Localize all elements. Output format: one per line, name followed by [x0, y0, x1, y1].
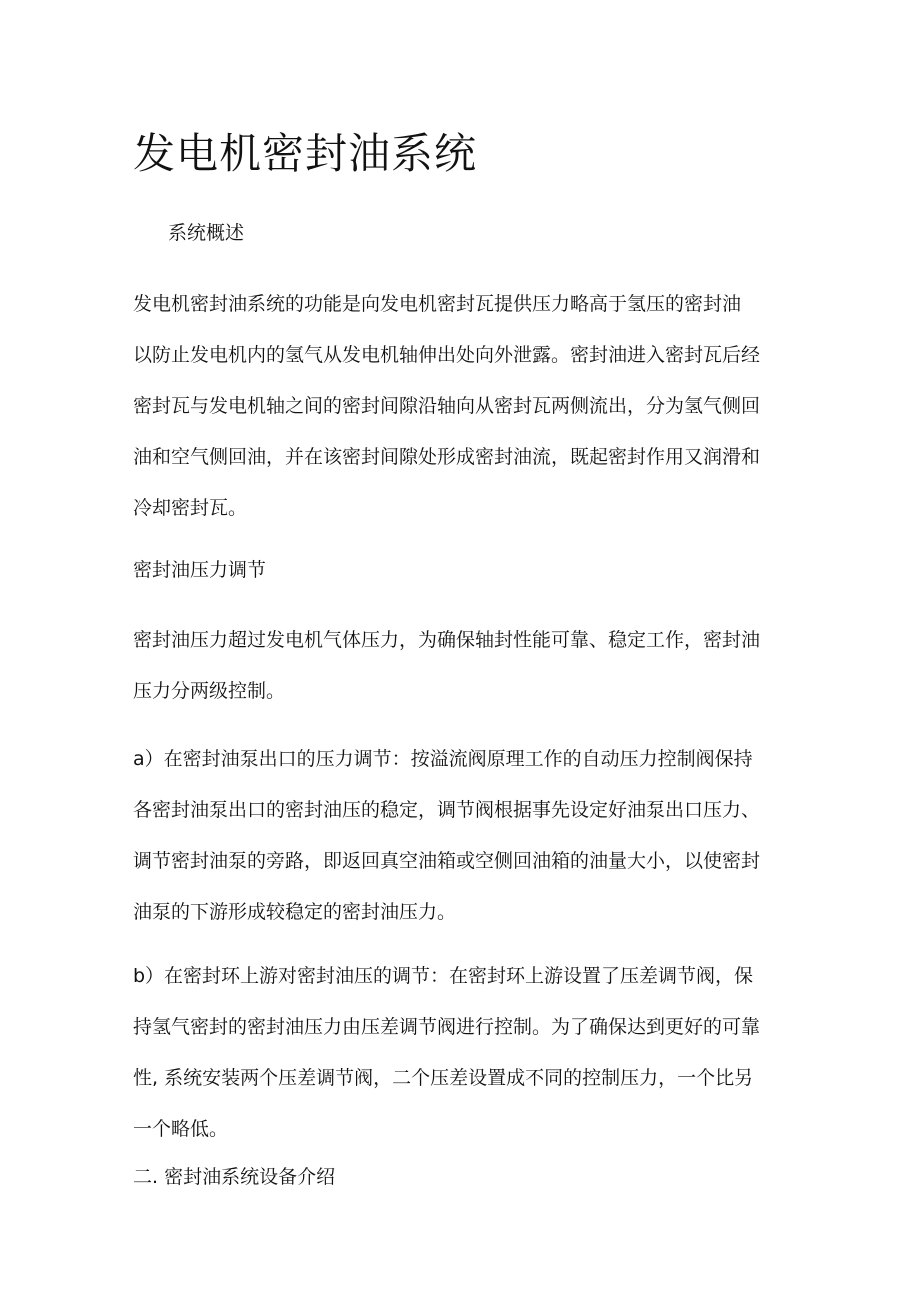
paragraph-line: 密封瓦与发电机轴之间的密封间隙沿轴向从密封瓦两侧流出，分为氢气侧回: [133, 395, 761, 417]
paragraph-line: 调节密封油泵的旁路，即返回真空油箱或空侧回油箱的油量大小，以使密封: [133, 850, 761, 872]
section-heading-equipment: 二. 密封油系统设备介绍: [133, 1166, 336, 1188]
paragraph-line: 一个略低。: [133, 1118, 229, 1140]
paragraph-line: a）在密封油泵出口的压力调节：按溢流阀原理工作的自动压力控制阀保持: [133, 748, 753, 770]
paragraph-line: 以防止发电机内的氢气从发电机轴伸出处向外泄露。密封油进入密封瓦后经: [133, 344, 761, 366]
section-heading-overview: 系统概述: [168, 222, 245, 244]
paragraph-line: 压力分两级控制。: [133, 680, 286, 702]
paragraph-line: 持氢气密封的密封油压力由压差调节阀进行控制。为了确保达到更好的可靠: [133, 1016, 761, 1038]
paragraph-item-b: [133, 951, 813, 1155]
paragraph-pressure-intro: [133, 615, 813, 717]
document-title: 发电机密封油系统: [133, 129, 478, 178]
paragraph-line: 油泵的下游形成较稳定的密封油压力。: [133, 901, 457, 923]
paragraph-line: 冷却密封瓦。: [133, 497, 248, 519]
paragraph-line: 密封油压力超过发电机气体压力，为确保轴封性能可靠、稳定工作，密封油: [133, 629, 761, 651]
paragraph-line: 油和空气侧回油，并在该密封间隙处形成密封油流，既起密封作用又润滑和: [133, 446, 761, 468]
section-heading-pressure: 密封油压力调节: [133, 559, 267, 581]
paragraph-line: b）在密封环上游对密封油压的调节：在密封环上游设置了压差调节阀，保: [133, 965, 754, 987]
paragraph-line: 发电机密封油系统的功能是向发电机密封瓦提供压力略高于氢压的密封油: [133, 293, 742, 315]
paragraph-overview: [133, 279, 813, 534]
paragraph-line: 各密封油泵出口的密封油压的稳定，调节阀根据事先设定好油泵出口压力、: [133, 799, 761, 821]
paragraph-item-a: [133, 734, 813, 938]
paragraph-line: 性, 系统安装两个压差调节阀，二个压差设置成不同的控制压力，一个比另: [133, 1067, 754, 1089]
